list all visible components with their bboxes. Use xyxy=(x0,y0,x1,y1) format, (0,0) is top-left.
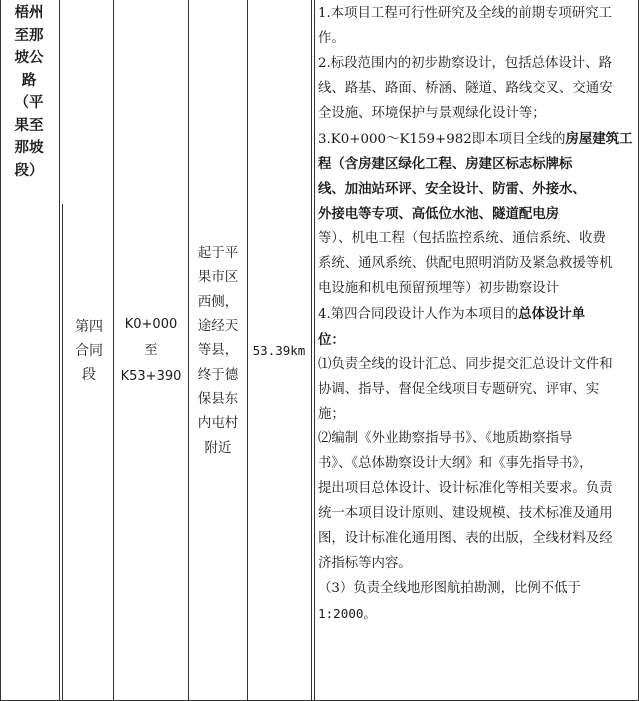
description-line: 2.标段范围内的初步勘察设计，包括总体设计、路 xyxy=(318,55,612,71)
description-line: 1:2000。 xyxy=(318,605,377,621)
chainage-end: K53+390 xyxy=(120,368,182,384)
location-line: 果市区 xyxy=(197,269,239,286)
length-cell xyxy=(248,0,310,701)
description-bold-text: 总体设计单 xyxy=(518,305,586,322)
description-line: （3）负责全线地形图航拍勘测，比例不低于 xyxy=(318,580,581,596)
location-line: 终于德 xyxy=(197,366,239,383)
description-line: ⑴负责全线的设计汇总、同步提交汇总设计文件和 xyxy=(318,356,613,372)
description-line: 提出项目总体设计、设计标准化等相关要求。负责 xyxy=(318,481,613,497)
column-divider-2 xyxy=(113,0,114,701)
route-name-line: （平 xyxy=(14,94,44,111)
table-border-left xyxy=(0,0,1,701)
route-name-line: 路 xyxy=(21,71,37,89)
contract-name-line: 合同 xyxy=(75,342,103,359)
description-line: 1.本项目工程可行性研究及全线的前期专项研究工 xyxy=(318,6,612,21)
description-line: 图，设计标准化通用图、表的出版，全线材料及经 xyxy=(318,531,613,547)
description-line: 线、加油站环评、安全设计、防雷、外接水、 xyxy=(318,181,586,198)
route-name-line: 段） xyxy=(14,161,44,179)
route-name-line: 至那 xyxy=(14,26,44,44)
location-line: 起于平 xyxy=(197,245,239,262)
chainage-to: 至 xyxy=(144,342,158,358)
description-line: 电设施和机电预留预埋等）初步勘察设计 xyxy=(318,280,560,296)
description-line: 系统、通风系统、供配电照明消防及紧急救援等机 xyxy=(318,256,613,272)
description-line: 程（含房建区绿化工程、房建区标志标牌标 xyxy=(318,156,573,173)
description-text: 3.K0+000～K159+982即本项目全线的 xyxy=(318,131,566,147)
location-line: 等县， xyxy=(197,342,239,359)
description-line: ⑵编制《外业勘察指导书》、《地质勘察指导 xyxy=(318,431,573,447)
description-line xyxy=(318,302,636,328)
scope-description-cell xyxy=(318,2,636,627)
route-name-line: 果至 xyxy=(14,116,44,134)
route-name-cell xyxy=(2,2,56,182)
chainage-cell xyxy=(115,0,187,701)
column-divider-3 xyxy=(188,0,189,701)
location-line: 西侧， xyxy=(197,293,239,310)
column-divider-1b xyxy=(62,204,63,701)
location-line: 保县东 xyxy=(197,390,239,407)
description-text: 4.第四合同段设计人作为本项目的 xyxy=(318,306,519,322)
chainage-start: K0+000 xyxy=(124,316,178,332)
route-name-line: 梧州 xyxy=(14,4,44,21)
contract-name-line: 段 xyxy=(82,366,96,383)
contract-name-line: 第四 xyxy=(75,318,103,335)
description-line: 协调、指导、督促全线项目专题研究、评审、实 xyxy=(318,381,600,397)
description-line: 等）、机电工程（包括监控系统、通信系统、收费 xyxy=(318,231,606,247)
column-divider-5b xyxy=(314,0,315,701)
contract-section-cell xyxy=(65,0,113,701)
description-line: 线、路基、路面、桥涵、隧道、路线交叉、交通安 xyxy=(318,80,613,96)
column-divider-5 xyxy=(311,0,312,701)
description-line: 外接电等专项、高低位水池、隧道配电房 xyxy=(318,206,560,223)
route-name-line: 那坡 xyxy=(14,139,44,156)
description-line: 施； xyxy=(318,406,345,422)
route-name-line: 坡公 xyxy=(14,49,44,66)
location-cell xyxy=(190,0,246,701)
length-value: 53.39km xyxy=(252,343,306,358)
description-bold-text: 房屋建筑工 xyxy=(565,130,633,147)
location-line: 途经天 xyxy=(197,318,239,335)
description-line: 书》、《总体勘察设计大纲》和《事先指导书》， xyxy=(318,456,593,472)
description-line: 济指标等内容。 xyxy=(318,555,412,571)
location-line: 附近 xyxy=(204,439,232,456)
location-line: 内屯村 xyxy=(197,415,239,432)
description-line: 作。 xyxy=(318,30,345,46)
column-divider-1 xyxy=(59,0,60,701)
description-line: 位： xyxy=(318,331,345,348)
description-line: 全设施、环境保护与景观绿化设计等； xyxy=(318,105,546,121)
description-line xyxy=(318,127,636,153)
description-line: 统一本项目设计原则、建设规模、技术标准及通用 xyxy=(318,506,613,522)
